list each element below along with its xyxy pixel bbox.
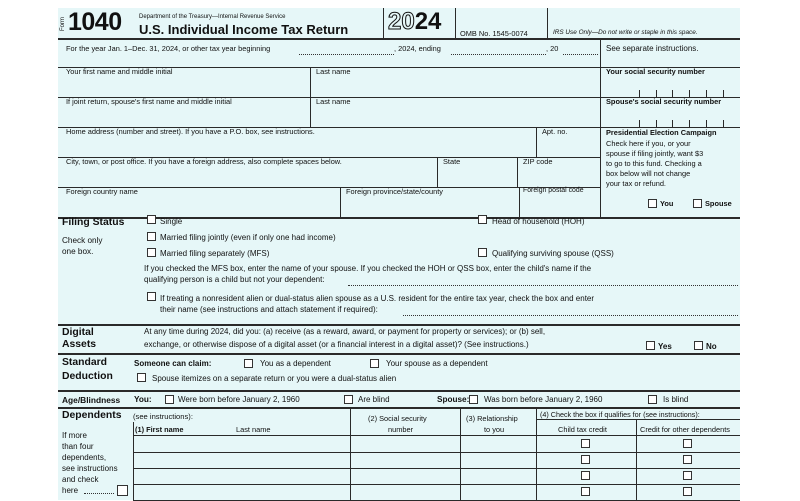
digital-assets-question-1: At any time during 2024, did you: (a) receive (as a reward, award, or payment for property or services); or (b) sell,: [144, 327, 546, 336]
tax-year: [388, 10, 441, 34]
foreign-province-input[interactable]: [341, 196, 518, 216]
standard-deduction-title-2: Deduction: [62, 371, 113, 382]
election-you-checkbox[interactable]: [648, 199, 657, 208]
you-born-before-label: Were born before January 2, 1960: [178, 395, 300, 404]
qss-label: Qualifying surviving spouse (QSS): [492, 249, 614, 258]
child-tax-credit-checkbox[interactable]: [581, 439, 590, 448]
foreign-postal-label: Foreign postal code: [523, 187, 584, 194]
other-dependents-credit-checkbox[interactable]: [683, 455, 692, 464]
ssn-label: Your social security number: [606, 67, 705, 76]
digital-assets-title-2: Assets: [62, 339, 97, 350]
mfj-checkbox[interactable]: [147, 232, 156, 241]
spouse-last-name-label: Last name: [316, 97, 351, 106]
election-campaign-title: Presidential Election Campaign: [606, 128, 717, 137]
foreign-province-label: Foreign province/state/county: [346, 187, 443, 196]
election-line-1: Check here if you, or your: [606, 139, 691, 148]
someone-can-claim-label: Someone can claim:: [134, 359, 212, 368]
qualifying-person-name-field[interactable]: [348, 285, 738, 286]
dep-first-name-header: (1) First name: [135, 425, 184, 434]
election-line-4: box below will not change: [606, 169, 691, 178]
foreign-country-label: Foreign country name: [66, 187, 138, 196]
zip-label: ZIP code: [523, 157, 553, 166]
foreign-country-input[interactable]: [59, 196, 339, 216]
foreign-postal-input[interactable]: [520, 196, 599, 216]
dep-relationship-header-2: to you: [484, 425, 505, 434]
form-label: Form: [60, 17, 66, 31]
spouse-last-name-input[interactable]: [311, 106, 599, 126]
you-blind-label: Are blind: [358, 395, 390, 404]
state-label: State: [443, 157, 461, 166]
ssn-input[interactable]: [601, 76, 739, 96]
dep-ssn-header-2: number: [388, 425, 414, 434]
tax-year-outline: 20: [388, 8, 415, 35]
dependents-side-2: than four: [62, 442, 94, 451]
nonresident-alien-checkbox[interactable]: [147, 292, 156, 301]
election-you-label: You: [660, 199, 674, 208]
apt-input[interactable]: [537, 136, 599, 156]
form-1040: [58, 8, 740, 500]
apt-label: Apt. no.: [542, 127, 568, 136]
single-checkbox[interactable]: [147, 215, 156, 224]
home-address-input[interactable]: [59, 136, 535, 156]
mfs-checkbox[interactable]: [147, 248, 156, 257]
digital-assets-no-label: No: [706, 342, 717, 351]
other-dependents-credit-checkbox[interactable]: [683, 471, 692, 480]
hoh-label: Head of household (HOH): [492, 217, 585, 226]
dependent-row[interactable]: [134, 453, 350, 467]
spouse-itemizes-checkbox[interactable]: [137, 373, 146, 382]
dependent-row[interactable]: [134, 436, 350, 451]
form-title: U.S. Individual Income Tax Return: [139, 22, 349, 37]
tax-year-20-label: , 20: [546, 44, 559, 53]
qss-checkbox[interactable]: [478, 248, 487, 257]
standard-deduction-title-1: Standard: [62, 357, 108, 368]
zip-input[interactable]: [518, 166, 599, 186]
last-name-label: Last name: [316, 67, 351, 76]
see-separate-instructions: See separate instructions.: [606, 44, 699, 53]
mfs-instruction-1: If you checked the MFS box, enter the name of your spouse. If you checked the HOH or QSS box, enter the child's name if the: [144, 264, 592, 273]
home-address-label: Home address (number and street). If you have a P.O. box, see instructions.: [66, 127, 315, 136]
ending-year-field[interactable]: [563, 54, 598, 55]
single-label: Single: [160, 217, 183, 226]
filing-status-title: Filing Status: [62, 217, 125, 228]
last-name-input[interactable]: [311, 76, 599, 96]
you-born-before-checkbox[interactable]: [165, 395, 174, 404]
alien-instruction-2: their name (see instructions and attach statement if required):: [160, 305, 378, 314]
dependent-row[interactable]: [134, 469, 350, 483]
department: Department of the Treasury—Internal Revenue Service: [139, 14, 286, 20]
spouse-born-before-checkbox[interactable]: [469, 395, 478, 404]
election-spouse-label: Spouse: [705, 199, 732, 208]
tax-year-ending-label: , 2024, ending: [394, 44, 441, 53]
spouse-blind-checkbox[interactable]: [648, 395, 657, 404]
digital-assets-no-checkbox[interactable]: [694, 341, 703, 350]
spouse-first-name-input[interactable]: [59, 106, 309, 126]
dependents-see-instructions: (see instructions):: [133, 412, 193, 421]
more-dependents-checkbox[interactable]: [117, 485, 128, 496]
ending-date-field[interactable]: [451, 54, 546, 55]
spouse-as-dependent-checkbox[interactable]: [370, 359, 379, 368]
spouse-ssn-input[interactable]: [601, 106, 739, 126]
city-label: City, town, or post office. If you have a foreign address, also complete spaces below.: [66, 157, 342, 166]
hoh-checkbox[interactable]: [478, 215, 487, 224]
form-number: 1040: [68, 8, 122, 36]
dep-ssn-header-1: (2) Social security: [368, 414, 427, 423]
dependent-row[interactable]: [134, 485, 350, 499]
first-name-input[interactable]: [59, 76, 309, 96]
dependents-side-1: If more: [62, 431, 87, 440]
election-line-5: your tax or refund.: [606, 179, 666, 188]
other-dependents-credit-header: Credit for other dependents: [640, 425, 730, 434]
you-as-dependent-checkbox[interactable]: [244, 359, 253, 368]
beginning-date-field[interactable]: [299, 54, 394, 55]
age-spouse-label: Spouse:: [437, 395, 470, 404]
you-as-dependent-label: You as a dependent: [260, 359, 331, 368]
alien-spouse-name-field[interactable]: [403, 315, 738, 316]
city-input[interactable]: [59, 166, 435, 186]
child-tax-credit-header: Child tax credit: [558, 425, 607, 434]
spouse-itemizes-label: Spouse itemizes on a separate return or you were a dual-status alien: [152, 374, 397, 383]
alien-instruction-1: If treating a nonresident alien or dual-status alien spouse as a U.S. resident for the entire tax year, check the box and enter: [160, 294, 595, 303]
child-tax-credit-checkbox[interactable]: [581, 487, 590, 496]
digital-assets-question-2: exchange, or otherwise dispose of a digital asset (or a financial interest in a digital asset)? (See instructions.): [144, 340, 529, 349]
digital-assets-yes-label: Yes: [658, 342, 672, 351]
child-tax-credit-checkbox[interactable]: [581, 455, 590, 464]
dep-relationship-header-1: (3) Relationship: [466, 414, 518, 423]
spouse-as-dependent-label: Your spouse as a dependent: [386, 359, 488, 368]
state-input[interactable]: [438, 166, 516, 186]
dependents-side-3: dependents,: [62, 453, 107, 462]
age-you-label: You:: [134, 395, 152, 404]
other-dependents-credit-checkbox[interactable]: [683, 439, 692, 448]
mfs-instruction-2: qualifying person is a child but not your dependent:: [144, 275, 325, 284]
omb-number: OMB No. 1545-0074: [460, 29, 528, 38]
election-line-2: spouse if filing jointly, want $3: [606, 149, 704, 158]
child-tax-credit-checkbox[interactable]: [581, 471, 590, 480]
dependents-side-6: here: [62, 486, 79, 495]
mfj-label: Married filing jointly (even if only one had income): [160, 233, 336, 242]
election-spouse-checkbox[interactable]: [693, 199, 702, 208]
digital-assets-title-1: Digital: [62, 327, 94, 338]
first-name-label: Your first name and middle initial: [66, 67, 173, 76]
dependents-side-4: see instructions: [62, 464, 118, 473]
dependents-title: Dependents: [62, 410, 122, 421]
other-dependents-credit-checkbox[interactable]: [683, 487, 692, 496]
tax-year-beginning-label: For the year Jan. 1–Dec. 31, 2024, or other tax year beginning: [66, 44, 271, 53]
tax-year-bold: 24: [414, 8, 442, 35]
spouse-first-name-label: If joint return, spouse's first name and middle initial: [66, 97, 232, 106]
mfs-label: Married filing separately (MFS): [160, 249, 270, 258]
dependents-side-5: and check: [62, 475, 99, 484]
age-blindness-title: Age/Blindness: [62, 395, 121, 405]
filing-status-note-1: Check only: [62, 236, 103, 245]
irs-use-only: IRS Use Only—Do not write or staple in this space.: [553, 29, 698, 36]
dep-check-header: (4) Check the box if qualifies for (see instructions):: [540, 410, 700, 419]
spouse-ssn-label: Spouse's social security number: [606, 97, 722, 106]
dep-last-name-header: Last name: [236, 425, 271, 434]
election-line-3: to go to this fund. Checking a: [606, 159, 702, 168]
filing-status-note-2: one box.: [62, 247, 94, 256]
spouse-born-before-label: Was born before January 2, 1960: [484, 395, 603, 404]
digital-assets-yes-checkbox[interactable]: [646, 341, 655, 350]
you-blind-checkbox[interactable]: [344, 395, 353, 404]
spouse-blind-label: Is blind: [663, 395, 689, 404]
